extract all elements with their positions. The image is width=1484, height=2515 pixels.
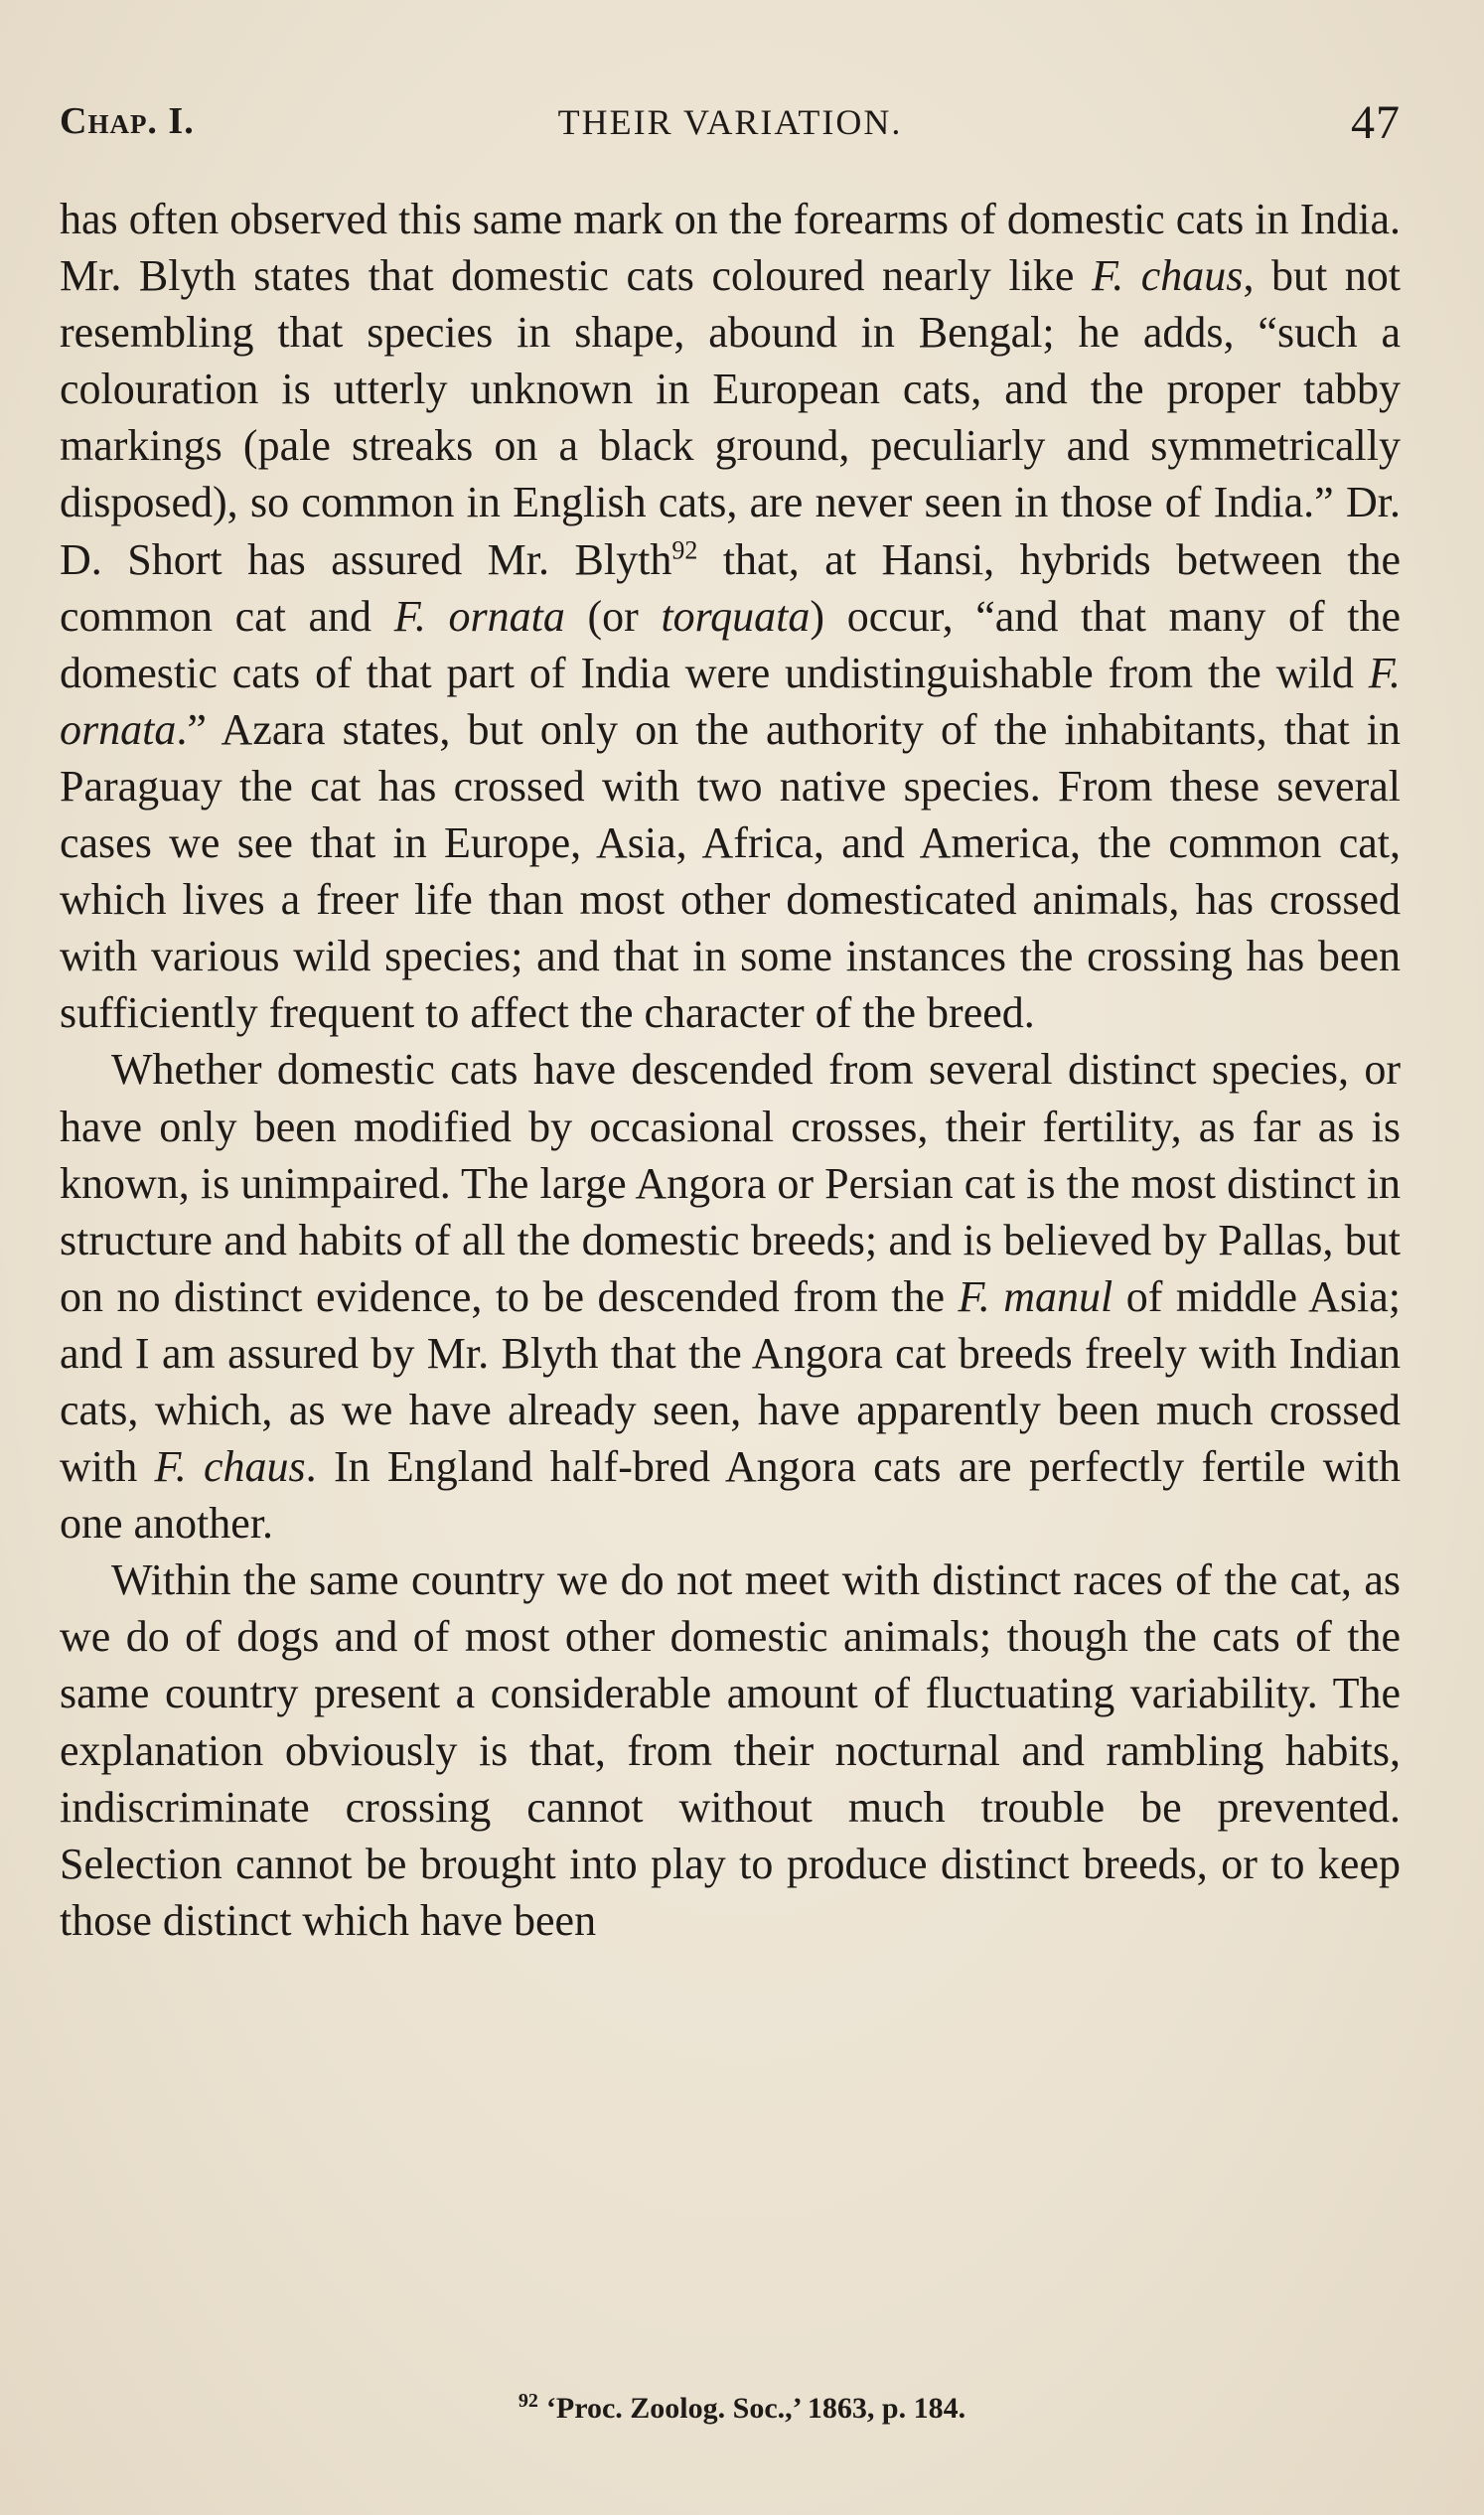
chapter-label: Chap. I. <box>60 100 195 142</box>
italic-text: F. manul <box>958 1271 1113 1321</box>
italic-text: F. chaus <box>1092 251 1244 301</box>
text-run: ) occur, “and that many of the domestic cats of that part of India were undistinguishable from the wild <box>60 591 1401 697</box>
paragraph-1 <box>60 191 1401 1041</box>
text-run: Whether domestic cats have descended from several distinct species, or have only been modified by occasional crosses, their fertility, as far as is known, is unimpaired. The large Angora or Persian cat is the most distinct in structure and habits of all the domestic breeds; and is believed by Pallas, but on no distinct evidence, to be descended from the <box>60 1045 1401 1321</box>
footnote <box>0 2390 1484 2426</box>
page-number: 47 <box>1351 96 1401 149</box>
text-run: of middle Asia; and I am assured by Mr. Blyth that the Angora cat breeds freely with Indian cats, which, as we have already seen, have apparently been much crossed with <box>60 1271 1401 1492</box>
body-text <box>60 191 1401 1949</box>
text-run: that, at Hansi, hybrids between the common cat and <box>60 534 1401 641</box>
text-run: Within the same country we do not meet with distinct races of the cat, as we do of dogs and of most other domestic animals; though the cats of the same country present a considerable amount of fluctuating variability. The explanation obviously is that, from their nocturnal and rambling habits, indiscriminate crossing cannot without much trouble be prevented. Selection cannot be brought into play to produce distinct breeds, or to keep those distinct which have been <box>60 1555 1401 1945</box>
paragraph-3 <box>60 1552 1401 1949</box>
text-run: . In England half-bred Angora cats are perfectly fertile with one another. <box>60 1442 1402 1549</box>
text-run: .” Azara states, but only on the authority of the inhabitants, that in Paraguay the cat has crossed with two native species. From these several cases we see that in Europe, Asia, Africa, and America, the common cat, which lives a freer life than most other domesticated animals, has crossed with various wild species; and that in some instances the crossing has been sufficiently frequent to affect the character of the breed. <box>60 704 1401 1038</box>
italic-text: F. ornata <box>393 591 565 641</box>
text-run: (or <box>564 591 662 641</box>
paragraph-2 <box>60 1041 1401 1552</box>
footnote-marker: 92 <box>518 2390 538 2412</box>
text-run: , but not resembling that species in shape, abound in Bengal; he adds, “such a colouration is utterly unknown in European cats, and the proper tabby markings (pale streaks on a black ground, peculiarly and symmetrically disposed), so common in English cats, are never seen in those of India.” Dr. D. Short has assured Mr. Blyth <box>60 251 1402 584</box>
text-run: has often observed this same mark on the forearms of domestic cats in India. Mr. Blyth states that domestic cats coloured nearly like <box>60 195 1401 301</box>
running-head <box>60 95 1401 155</box>
italic-text: F. chaus <box>154 1442 306 1492</box>
footnote-text: ‘Proc. Zoolog. Soc.,’ 1863, p. 184. <box>545 2392 966 2425</box>
italic-text: torquata <box>661 591 811 641</box>
running-title: THEIR VARIATION. <box>557 102 903 142</box>
italic-text: F. ornata <box>60 648 1401 754</box>
footnote-reference: 92 <box>671 534 698 564</box>
